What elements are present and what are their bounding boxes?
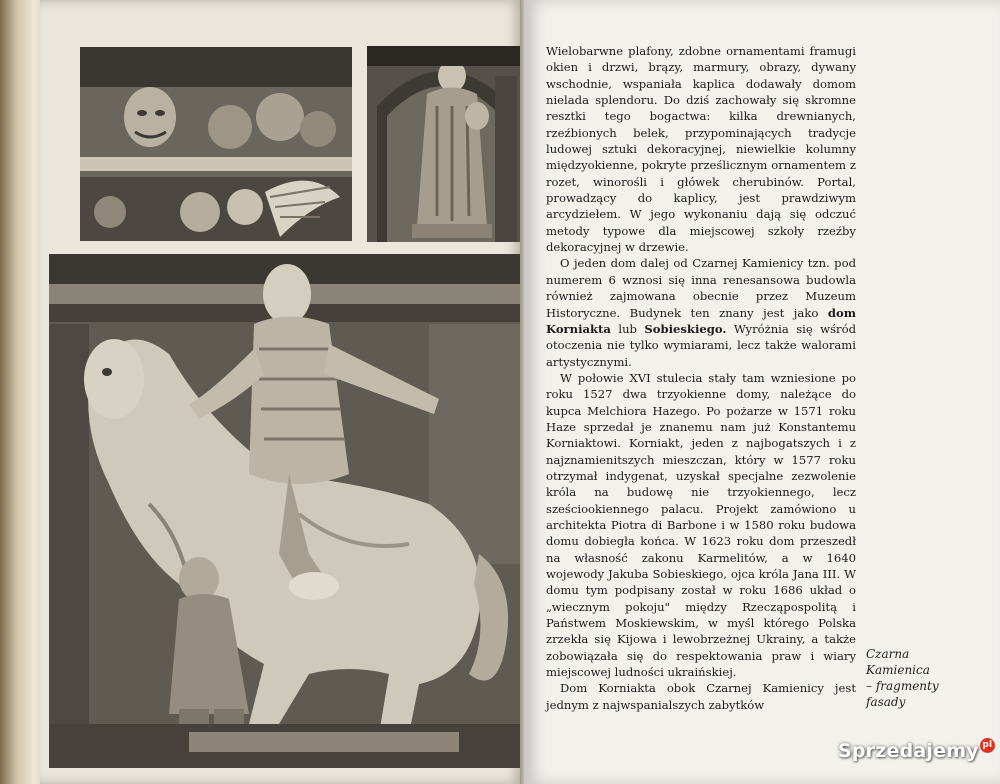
text-run: Wielobarwne plafony, zdobne ornamentami framugi okien i drzwi, brązy, marmury, obrazy, dywany wschodnie, wspaniała kaplica dodawały domom nielada splendoru. Do dziś zachowały się skromne resztki tego bogactwa: kilka drewnianych, rzeźbionych belek, przypominających tradycje ludowej sztuki dekoracyjnej, niewielkie kolumny międzyokienne, pokryte prześlicznym ornamentem z rozet, winorośli i główek cherubinów. Portal, prowadzący do kaplicy, jest prawdziwym arcydziełem. W jego wykonaniu dają się odczuć metody typowe dla miejscowej szkoły rzeźby dekoracyjnej w drzewie. [546, 44, 856, 255]
text-run: W połowie XVI stulecia stały tam wzniesione po roku 1527 dwa trzyokienne domy, należące do kupca Melchiora Hazego. Po pożarze w 1571 roku Haze sprzedał je znanemu nam już Konstantemu Korniaktowi. Korniakt, jeden z najbogatszych i z najznamienitszych mieszczan, który w 1577 roku otrzymał indygenat, uzyskał specjalne zezwolenie króla na budowę nie trzyokiennego, lecz sześciookiennego palacu. Projekt zamówiono u architekta Piotra di Barbone i w 1580 roku budowa domu dobiegła końca. W 1623 roku dom przeszedł na własność zakonu Karmelitów, a w 1640 wojewody Jakuba Sobieskiego, ojca króla Jana III. W domu tym podpisany został w roku 1686 układ o „wiecznym pokoju" między Rzecząpospolitą i Państwem Moskiewskim, w myśl którego Polska zrzekła się Kijowa i lewobrzeżnej Ukrainy, a także zobowiązała się do respektowania praw i wiary miejscowej ludności ukraińskiej. [546, 370, 856, 680]
watermark-logo [838, 738, 995, 762]
body-text-column [546, 43, 856, 713]
body-paragraph [546, 255, 856, 369]
text-run: Dom Korniakta obok Czarnej Kamienicy jest jednym z najwspanialszych zabytków [546, 681, 856, 712]
body-paragraph [546, 680, 856, 713]
text-run: O jeden dom dalej od Czarnej Kamienicy tzn. pod numerem 6 wznosi się inna renesansowa budowla również zajmowana obecnie przez Muzeum Historyczne. Budynek ten znany jest jako [546, 256, 856, 320]
watermark-text: Sprzedajemy [838, 740, 979, 762]
photo-madonna-relief [367, 46, 521, 242]
photo-rider-relief [49, 254, 521, 768]
bold-term: dom Korniakta [546, 305, 856, 336]
caption-line: Kamienica [866, 663, 930, 677]
caption-line: Czarna [866, 647, 910, 661]
text-run: lub [610, 321, 645, 336]
bold-term: Sobieskiego. [644, 321, 727, 336]
body-paragraph [546, 43, 856, 255]
photo-caption [866, 646, 976, 710]
caption-line: – fragmenty [866, 679, 939, 693]
photo-cherub-ornament [80, 47, 352, 241]
body-paragraph [546, 370, 856, 681]
watermark-badge: pl [980, 738, 995, 753]
caption-line: fasady [866, 695, 906, 709]
text-run: Wyróżnia się wśród otoczenia nie tylko wymiarami, lecz także walorami artystycznymi. [546, 321, 857, 369]
